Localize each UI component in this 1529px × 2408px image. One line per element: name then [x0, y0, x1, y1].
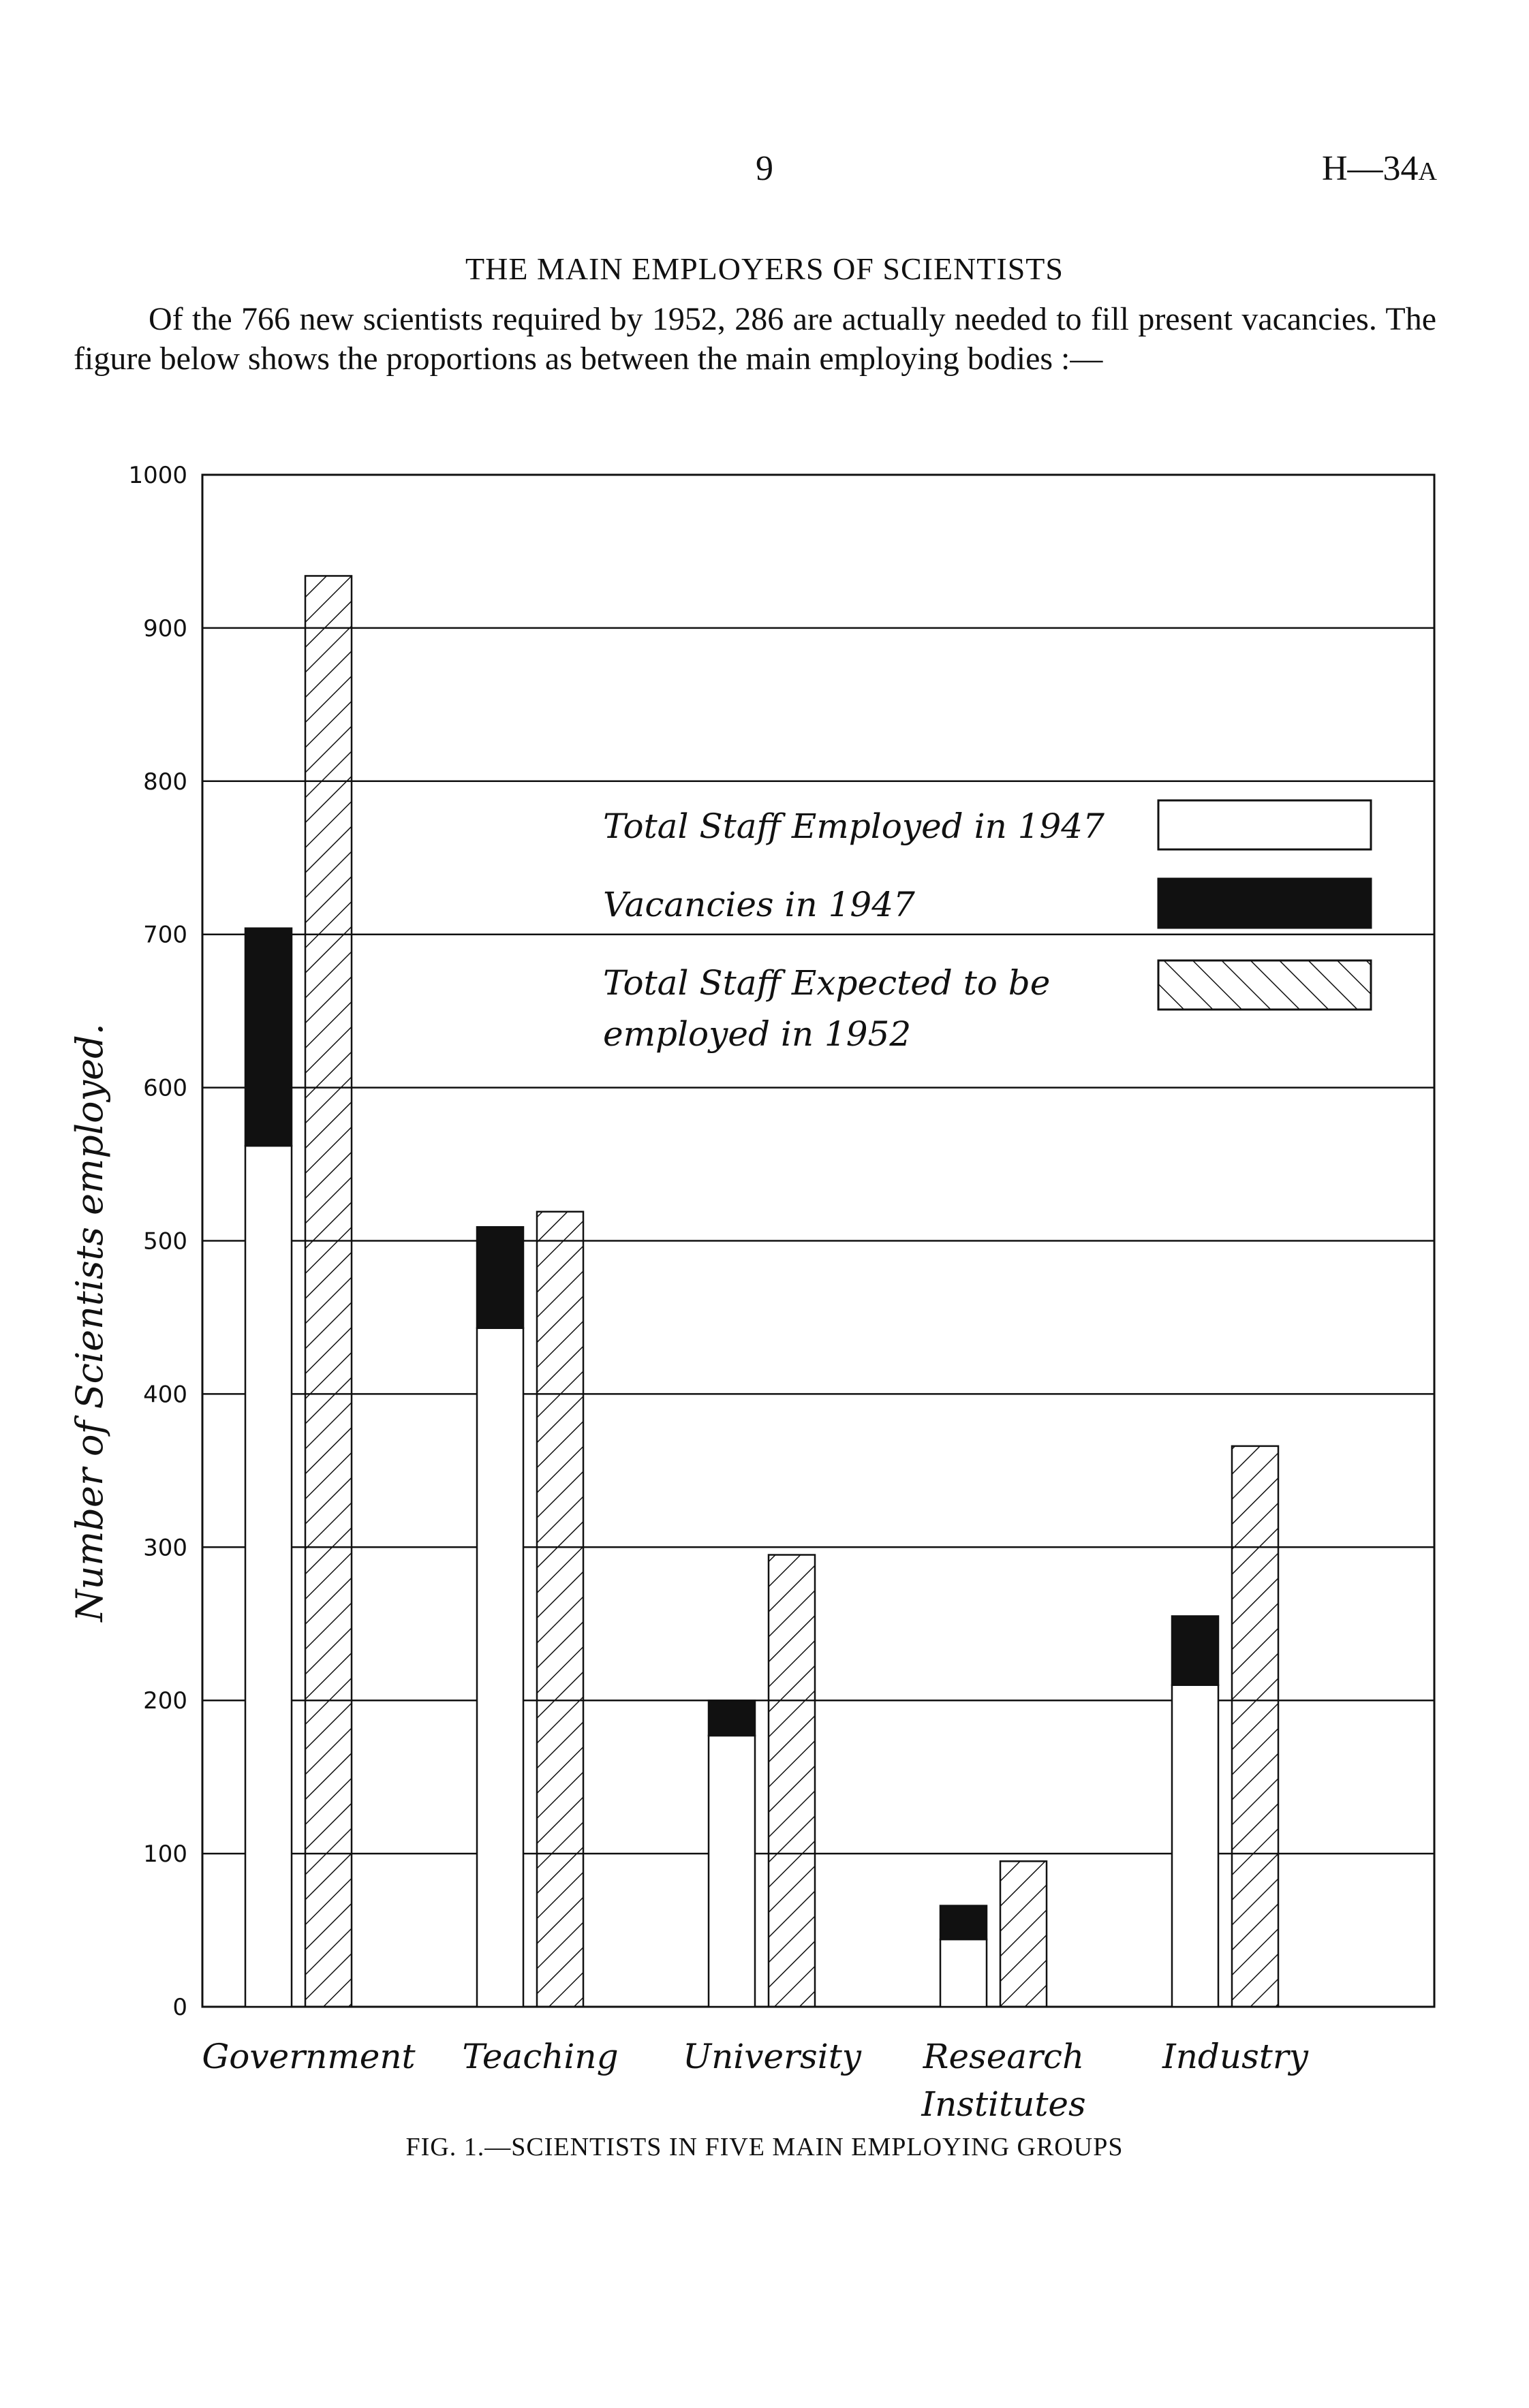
- section-title: THE MAIN EMPLOYERS OF SCIENTISTS: [465, 251, 1064, 286]
- y-tick-label-900: 900: [143, 614, 187, 642]
- y-tick-label-400: 400: [143, 1381, 187, 1409]
- x-label-university: University: [682, 2037, 862, 2076]
- legend-label-3-line2: employed in 1952: [603, 1014, 912, 1054]
- bar-industry-employed-1947: [1172, 1685, 1218, 2007]
- x-label-government: Government: [202, 2037, 416, 2076]
- x-label-research: Research: [923, 2037, 1085, 2076]
- y-axis-ticks: [128, 462, 187, 2021]
- bar-research-expected-1952: [1000, 1861, 1047, 2007]
- bar-research-vacancies-1947: [940, 1906, 987, 1939]
- y-tick-label-300: 300: [143, 1534, 187, 1562]
- bar-teaching-vacancies-1947: [477, 1227, 523, 1328]
- x-axis-labels: [202, 2037, 1308, 2124]
- y-tick-label-0: 0: [172, 1994, 187, 2021]
- figure-caption: FIG. 1.—SCIENTISTS IN FIVE MAIN EMPLOYING GROUPS: [405, 2133, 1124, 2161]
- legend-swatch-3: [1158, 960, 1371, 1010]
- y-tick-label-700: 700: [143, 921, 187, 949]
- bar-research-employed-1947: [940, 1939, 987, 2007]
- x-label-teaching: Teaching: [462, 2037, 619, 2076]
- legend-label-3: Total Staff Expected to be: [603, 963, 1051, 1003]
- bar-industry-expected-1952: [1232, 1446, 1278, 2007]
- y-tick-label-200: 200: [143, 1687, 187, 1715]
- bar-industry-vacancies-1947: [1172, 1616, 1218, 1685]
- document-code-suffix: A: [1418, 157, 1437, 186]
- legend-swatch-1: [1158, 800, 1371, 849]
- legend: [603, 800, 1371, 1054]
- bar-university-employed-1947: [709, 1736, 755, 2007]
- legend-swatch-2: [1158, 879, 1371, 928]
- y-tick-label-500: 500: [143, 1228, 187, 1255]
- page-number: 9: [756, 149, 773, 188]
- y-tick-label-1000: 1000: [128, 462, 187, 489]
- bar-teaching-employed-1947: [477, 1328, 523, 2007]
- bar-university-vacancies-1947: [709, 1700, 755, 1736]
- y-tick-label-800: 800: [143, 768, 187, 796]
- intro-paragraph: Of the 766 new scientists required by 1952, 286 are actually needed to fill present vacancies. The figure below shows the proportions as between the main employing bodies :—: [74, 301, 1436, 377]
- bar-teaching-expected-1952: [537, 1212, 583, 2007]
- legend-label-1: Total Staff Employed in 1947: [603, 807, 1105, 846]
- legend-label-2: Vacancies in 1947: [603, 885, 915, 924]
- x-label-industry: Industry: [1162, 2037, 1309, 2076]
- y-axis-label: Number of Scientists employed.: [68, 1023, 111, 1622]
- bar-government-expected-1952: [305, 576, 352, 2007]
- bars: [245, 576, 1278, 2007]
- y-tick-label-600: 600: [143, 1074, 187, 1102]
- bar-government-vacancies-1947: [245, 928, 292, 1146]
- bar-university-expected-1952: [769, 1555, 815, 2007]
- y-tick-label-100: 100: [143, 1841, 187, 1868]
- bar-government-employed-1947: [245, 1146, 292, 2007]
- x-label-research-line2: Institutes: [921, 2084, 1086, 2124]
- document-code-main: H—34: [1321, 149, 1419, 188]
